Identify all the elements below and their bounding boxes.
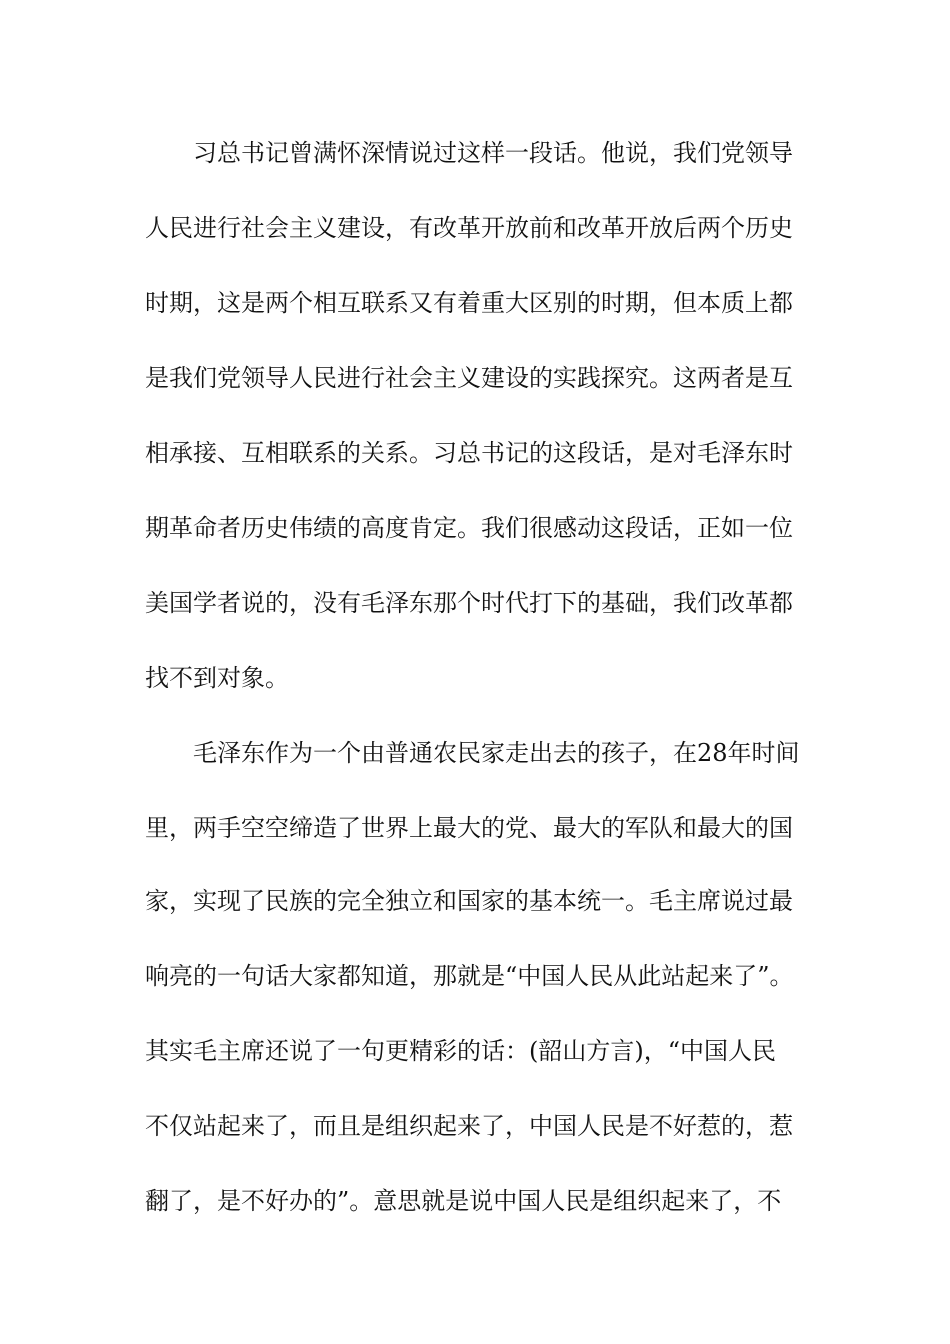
paragraph-1-line-6: 期革命者历史伟绩的高度肯定。我们很感动这段话，正如一位 — [145, 514, 793, 542]
paragraph-1-line-1: 习总书记曾满怀深情说过这样一段话。他说，我们党领导 — [193, 139, 793, 167]
paragraph-2-line-3: 家，实现了民族的完全独立和国家的基本统一。毛主席说过最 — [145, 887, 793, 915]
paragraph-1-line-7: 美国学者说的，没有毛泽东那个时代打下的基础，我们改革都 — [145, 589, 793, 617]
paragraph-2-line-4: 响亮的一句话大家都知道，那就是“中国人民从此站起来了”。 — [145, 962, 794, 990]
paragraph-1-line-2: 人民进行社会主义建设，有改革开放前和改革开放后两个历史 — [145, 214, 793, 242]
paragraph-2-line-7: 翻了，是不好办的”。意思就是说中国人民是组织起来了，不 — [145, 1187, 782, 1215]
paragraph-1-line-3: 时期，这是两个相互联系又有着重大区别的时期，但本质上都 — [145, 289, 793, 317]
paragraph-2-line-6: 不仅站起来了，而且是组织起来了，中国人民是不好惹的，惹 — [145, 1112, 793, 1140]
paragraph-2-line-1: 毛泽东作为一个由普通农民家走出去的孩子，在28年时间 — [193, 739, 800, 767]
paragraph-2-line-2: 里，两手空空缔造了世界上最大的党、最大的军队和最大的国 — [145, 814, 793, 842]
paragraph-1-line-4: 是我们党领导人民进行社会主义建设的实践探究。这两者是互 — [145, 364, 793, 392]
paragraph-1-line-5: 相承接、互相联系的关系。习总书记的这段话，是对毛泽东时 — [145, 439, 793, 467]
paragraph-2-line-5: 其实毛主席还说了一句更精彩的话：(韶山方言)，“中国人民 — [145, 1037, 776, 1065]
paragraph-1-line-8: 找不到对象。 — [145, 664, 289, 692]
